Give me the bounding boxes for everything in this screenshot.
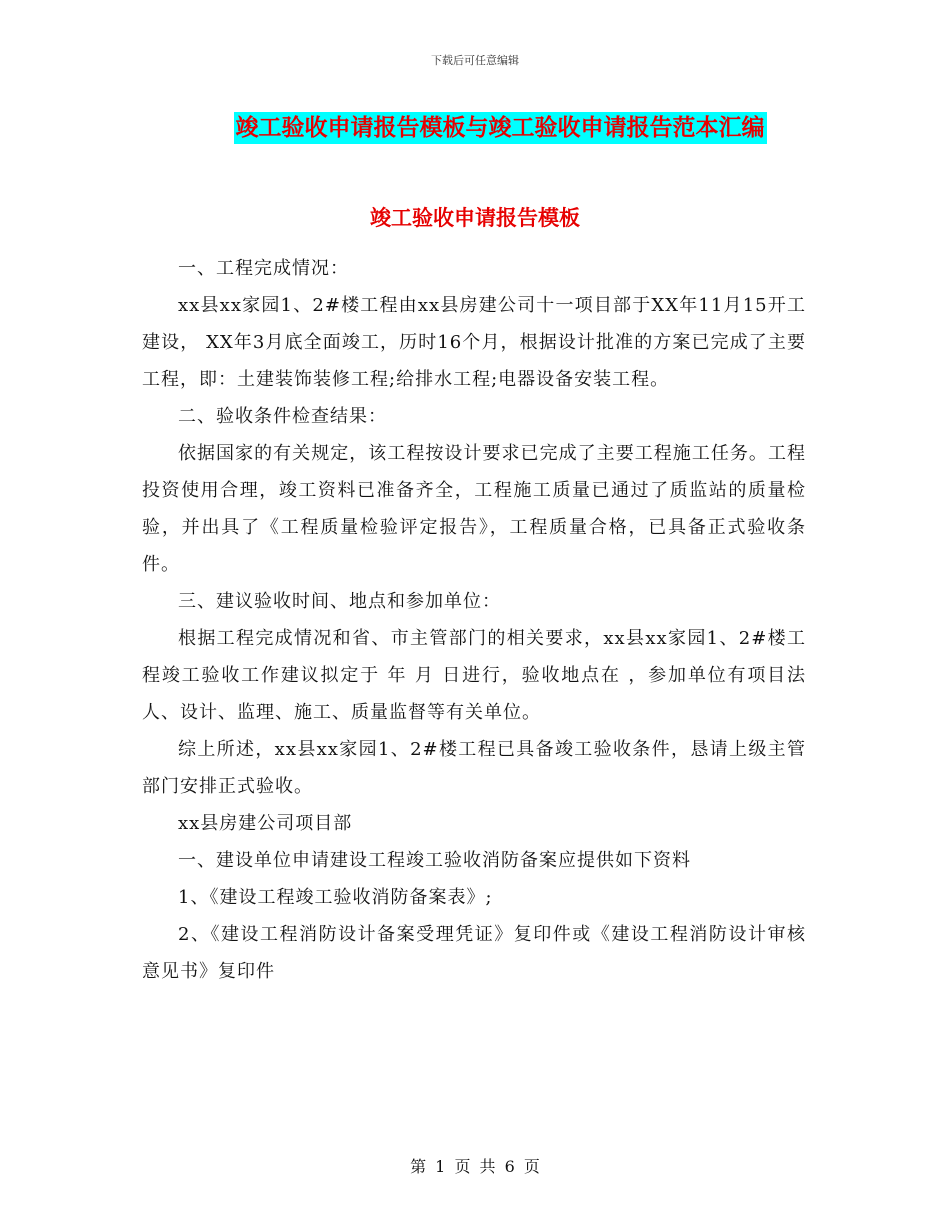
document-body xyxy=(142,250,806,990)
section-title: 竣工验收申请报告模板 xyxy=(370,206,580,230)
header-note: 下载后可任意编辑 xyxy=(431,54,519,67)
list-item: 1、《建设工程竣工验收消防备案表》; xyxy=(178,887,493,908)
paragraph: 二、验收条件检查结果： xyxy=(178,406,387,427)
list-item: 2、《建设工程消防设计备案受理凭证》复印件或《建设工程消防设计审核意见书》复印件 xyxy=(142,924,806,982)
paragraph: 一、工程完成情况： xyxy=(178,258,349,279)
paragraph: 三、建议验收时间、地点和参加单位： xyxy=(178,591,501,612)
paragraph: xx县xx家园1、2#楼工程由xx县房建公司十一项目部于XX年11月15开工建设， XX年3月底全面竣工，历时16个月，根据设计批准的方案已完成了主要工程，即：土建装饰装修工程;给排水工程;电器设备安装工程。 xyxy=(142,295,806,390)
paragraph: 综上所述，xx县xx家园1、2#楼工程已具备竣工验收条件，恳请上级主管部门安排正式验收。 xyxy=(142,739,806,797)
paragraph: 根据工程完成情况和省、市主管部门的相关要求，xx县xx家园1、2#楼工程竣工验收工作建议拟定于 年 月 日进行，验收地点在 ，参加单位有项目法人、设计、监理、施工、质量监督等有关单位。 xyxy=(142,628,806,723)
page-number-footer: 第 1 页 共 6 页 xyxy=(410,1157,540,1176)
document-title: 竣工验收申请报告模板与竣工验收申请报告范本汇编 xyxy=(234,112,767,144)
paragraph: 一、建设单位申请建设工程竣工验收消防备案应提供如下资料 xyxy=(178,850,691,871)
main-title-wrap xyxy=(0,112,950,144)
signature-line: xx县房建公司项目部 xyxy=(178,813,353,834)
paragraph: 依据国家的有关规定，该工程按设计要求已完成了主要工程施工任务。工程投资使用合理，竣工资料已准备齐全，工程施工质量已通过了质监站的质量检验，并出具了《工程质量检验评定报告》，工程质量合格，已具备正式验收条件。 xyxy=(142,443,806,575)
